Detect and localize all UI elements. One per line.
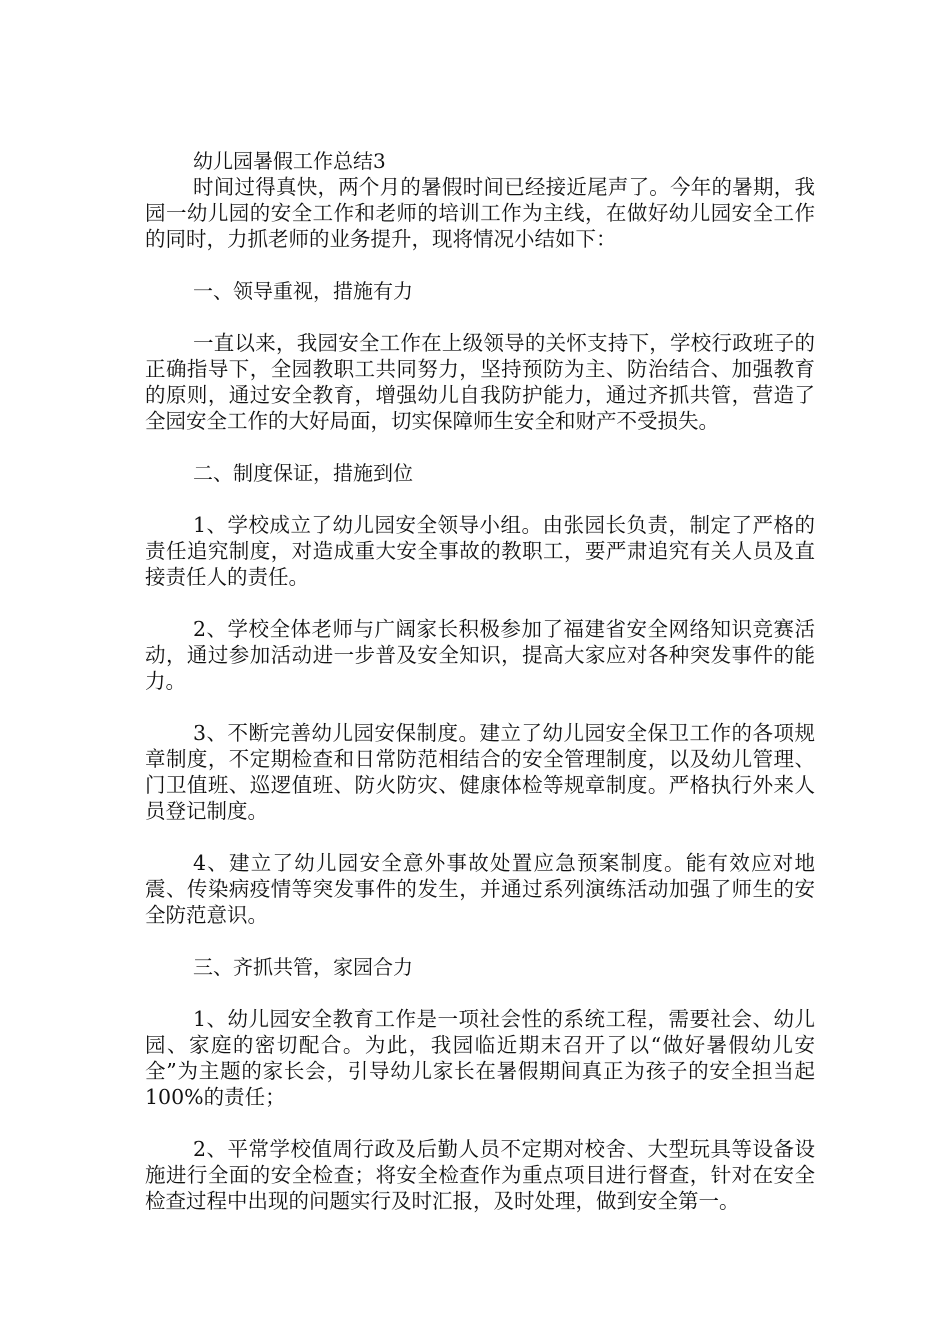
spacer [145, 824, 815, 850]
section-2-item-2: 2、学校全体老师与广阔家长积极参加了福建省安全网络知识竞赛活动，通过参加活动进一步普及安全知识，提高大家应对各种突发事件的能力。 [145, 617, 815, 693]
spacer [145, 590, 815, 616]
section-2-item-4: 4、建立了幼儿园安全意外事故处置应急预案制度。能有效应对地震、传染病疫情等突发事件的发生，并通过系列演练活动加强了师生的安全防范意识。 [145, 851, 815, 927]
section-1-heading: 一、领导重视，措施有力 [193, 279, 413, 303]
spacer [145, 252, 815, 278]
spacer [145, 434, 815, 460]
spacer [145, 1110, 815, 1136]
spacer [145, 928, 815, 954]
section-1-body: 一直以来，我园安全工作在上级领导的关怀支持下，学校行政班子的正确指导下，全园教职工共同努力，坚持预防为主、防治结合、加强教育的原则，通过安全教育，增强幼儿自我防护能力，通过齐抓共管，营造了全园安全工作的大好局面，切实保障师生安全和财产不受损失。 [145, 331, 815, 433]
section-2-heading: 二、制度保证，措施到位 [193, 461, 413, 485]
spacer [145, 980, 815, 1006]
section-3-heading: 三、齐抓共管，家园合力 [193, 955, 413, 979]
document-page [145, 148, 815, 1214]
document-title: 幼儿园暑假工作总结3 [193, 149, 386, 173]
section-3-item-1: 1、幼儿园安全教育工作是一项社会性的系统工程，需要社会、幼儿园、家庭的密切配合。为此，我园临近期末召开了以“做好暑假幼儿安全”为主题的家长会，引导幼儿家长在暑假期间真正为孩子的安全担当起100%的责任； [145, 1007, 815, 1109]
spacer [145, 694, 815, 720]
section-2-item-1: 1、学校成立了幼儿园安全领导小组。由张园长负责，制定了严格的责任追究制度，对造成重大安全事故的教职工，要严肃追究有关人员及直接责任人的责任。 [145, 513, 815, 589]
section-3-item-2: 2、平常学校值周行政及后勤人员不定期对校舍、大型玩具等设备设施进行全面的安全检查；将安全检查作为重点项目进行督查，针对在安全检查过程中出现的问题实行及时汇报，及时处理，做到安全第一。 [145, 1137, 815, 1213]
spacer [145, 486, 815, 512]
spacer [145, 304, 815, 330]
section-2-item-3: 3、不断完善幼儿园安保制度。建立了幼儿园安全保卫工作的各项规章制度，不定期检查和日常防范相结合的安全管理制度，以及幼儿管理、门卫值班、巡逻值班、防火防灾、健康体检等规章制度。严格执行外来人员登记制度。 [145, 721, 815, 823]
intro-paragraph: 时间过得真快，两个月的暑假时间已经接近尾声了。今年的暑期，我园一幼儿园的安全工作和老师的培训工作为主线，在做好幼儿园安全工作的同时，力抓老师的业务提升，现将情况小结如下： [145, 175, 815, 251]
